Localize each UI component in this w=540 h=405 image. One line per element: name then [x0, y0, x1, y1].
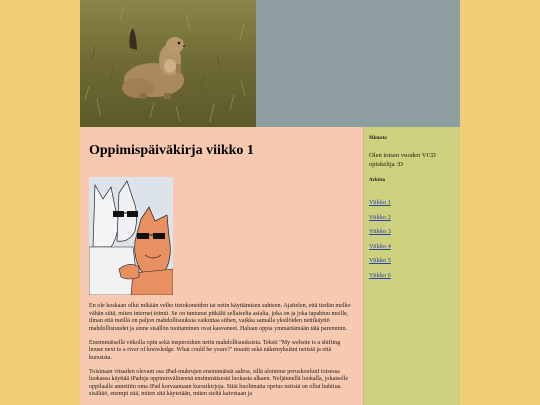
page: [80, 0, 460, 405]
header: [80, 0, 460, 127]
archive-item: [369, 249, 391, 264]
main-content: [80, 127, 364, 405]
archive-link-viikko-4[interactable]: Viikko 4: [369, 242, 391, 250]
archive-item: [369, 206, 391, 221]
archive-item: [369, 264, 391, 279]
post-body: [89, 303, 355, 405]
post-paragraph: En ole koskaan ollut mikään velho tietokoneiden tai netin käyttämisen suhteen. Ajattelen, että tiedän melko vähän siitä, miten internet toimii. Se on tuntunut pitkälti sellaiselta asialta, joka on ja joka tapahtuu meille, ilman että meillä on paljon mahdollisuuksia vaikuttaa siihen, vaikka samalla yksilöiden nettikäyttö mahdollistuudet ja sinne sisällön tuottaminen ovat kasvaneet. Haluan oppia ymmärtämään tätä paremmin.: [89, 303, 351, 332]
about-text: Olen toisen vuoden VCD opiskelija :D: [369, 152, 436, 168]
about-heading: Minusta: [369, 136, 387, 141]
archive-item: [369, 191, 391, 206]
archive-heading: Arkisto: [369, 178, 386, 183]
archive-link-viikko-3[interactable]: Viikko 3: [369, 228, 391, 235]
archive-link-viikko-6[interactable]: Viikko 6: [369, 271, 391, 279]
sidebar: [364, 127, 460, 405]
header-band: [256, 0, 460, 127]
post-paragraph: Toisinaan vitsailen olevani osa iPad-mukrujen ensimmäistä aaltoa, sillä aloimme peruskoulunI toisessa luokassa käyttää iPadeja oppimisvälineenä ensimmäisestä luokasta alkaen. Neljännellä luokalla, jokaiselle oppilaalle annettiin oma iPad korvaamaan kurssikirjoja. Siitä huolimatta opetus netistä on ollut huhtiua. sisältäö, enempi sitä, miten sitä käytetään, miten sieltä kaivetaan ja: [89, 368, 349, 397]
post-illustration: [89, 177, 173, 295]
archive-link-viikko-1[interactable]: Viikko 1: [369, 199, 391, 206]
post-paragraph: Ensimmäisellä viikolla opin sekä inspiroiduin netin mahdollisuuksista. Teksti "My website is a shifting house next to a river of knowledge. What could be yours?" muutti sekä näkemyksiäni netistä ja että kurssista.: [89, 339, 341, 361]
archive-item: [369, 235, 391, 250]
archive-list: [369, 191, 391, 278]
header-photo: [80, 0, 256, 127]
post-title: Oppimispäiväkirja viikko 1: [89, 143, 254, 158]
archive-link-viikko-5[interactable]: Viikko 5: [369, 257, 391, 264]
archive-item: [369, 220, 391, 235]
archive-link-viikko-2[interactable]: Viikko 2: [369, 213, 391, 221]
